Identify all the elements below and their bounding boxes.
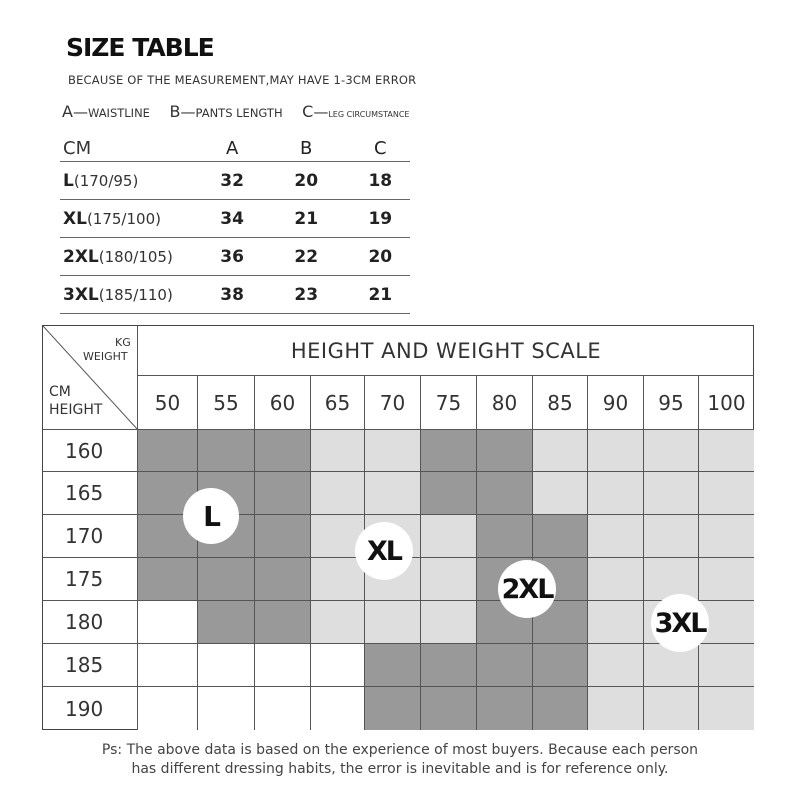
legend-a-label: WAISTLINE xyxy=(87,106,150,120)
size-cell xyxy=(477,515,533,558)
size-cell xyxy=(311,430,365,472)
header-a: A xyxy=(202,136,261,162)
size-cell xyxy=(533,430,588,472)
size-cell xyxy=(365,430,421,472)
size-cell xyxy=(311,472,365,515)
size-cell xyxy=(421,515,477,558)
size-table-header xyxy=(60,136,410,162)
size-cell xyxy=(311,558,365,601)
size-label: 3XL xyxy=(63,284,99,305)
weight-header-85: 85 xyxy=(533,376,588,430)
weight-header-80: 80 xyxy=(477,376,533,430)
size-cell xyxy=(644,472,699,515)
weight-header-100: 100 xyxy=(699,376,754,430)
size-cell xyxy=(255,430,311,472)
size-cell xyxy=(255,472,311,515)
size-measure: (185/110) xyxy=(98,285,173,304)
size-cell xyxy=(644,430,699,472)
measurement-legend: A—WAISTLINE B—PANTS LENGTH C—LEG CIRCUMSTANCE xyxy=(62,102,410,121)
size-row-xl xyxy=(60,200,410,238)
size-cell xyxy=(533,472,588,515)
legend-a-key: A xyxy=(62,102,73,121)
size-cell xyxy=(255,601,311,644)
size-cell xyxy=(588,644,644,687)
size-cell xyxy=(588,472,644,515)
page-title: SIZE TABLE xyxy=(66,33,214,62)
size-cell xyxy=(588,515,644,558)
legend-b-key: B xyxy=(169,102,181,121)
value-a: 34 xyxy=(202,200,261,238)
scale-title: HEIGHT AND WEIGHT SCALE xyxy=(138,326,754,376)
size-cell xyxy=(138,558,198,601)
size-row-3xl xyxy=(60,276,410,314)
weight-header-70: 70 xyxy=(365,376,421,430)
size-cell xyxy=(311,644,365,687)
weight-header-60: 60 xyxy=(255,376,311,430)
size-cell xyxy=(198,601,255,644)
corner-bottom-unit: CM xyxy=(49,384,71,400)
value-c: 21 xyxy=(351,276,410,314)
size-cell xyxy=(477,687,533,730)
height-label-180: 180 xyxy=(43,601,138,644)
weight-header-75: 75 xyxy=(421,376,477,430)
value-b: 21 xyxy=(262,200,351,238)
size-label: 2XL xyxy=(63,246,99,267)
size-cell xyxy=(198,430,255,472)
corner-top-unit: KG xyxy=(115,336,131,349)
size-cell xyxy=(477,430,533,472)
footnote-line-2: has different dressing habits, the error is inevitable and is for reference only. xyxy=(131,761,669,777)
weight-header-65: 65 xyxy=(311,376,365,430)
size-cell xyxy=(421,472,477,515)
height-label-185: 185 xyxy=(43,644,138,687)
size-label: L xyxy=(63,170,74,191)
size-cell xyxy=(588,687,644,730)
size-cell xyxy=(138,644,198,687)
value-a: 32 xyxy=(202,162,261,200)
corner-bottom-label: HEIGHT xyxy=(49,402,103,418)
height-label-170: 170 xyxy=(43,515,138,558)
size-cell xyxy=(699,515,754,558)
footnote-line-1: Ps: The above data is based on the experience of most buyers. Because each person xyxy=(101,742,699,758)
size-badge-xl: XL xyxy=(355,522,413,580)
header-b: B xyxy=(262,136,351,162)
size-cell xyxy=(588,558,644,601)
size-table xyxy=(60,136,410,314)
value-c: 18 xyxy=(351,162,410,200)
value-c: 20 xyxy=(351,238,410,276)
size-cell xyxy=(533,687,588,730)
size-row-l xyxy=(60,162,410,200)
size-cell xyxy=(255,558,311,601)
value-a: 36 xyxy=(202,238,261,276)
height-weight-scale xyxy=(42,325,754,730)
size-cell xyxy=(311,687,365,730)
size-cell xyxy=(477,644,533,687)
size-cell xyxy=(138,430,198,472)
weight-header-50: 50 xyxy=(138,376,198,430)
value-b: 20 xyxy=(262,162,351,200)
size-label: XL xyxy=(63,208,87,229)
size-cell xyxy=(699,558,754,601)
size-measure: (180/105) xyxy=(98,247,173,266)
size-badge-2xl: 2XL xyxy=(498,560,556,618)
size-measure: (175/100) xyxy=(86,209,161,228)
size-cell xyxy=(421,644,477,687)
header-cm: CM xyxy=(60,136,202,162)
weight-header-90: 90 xyxy=(588,376,644,430)
size-badge-3xl: 3XL xyxy=(651,594,709,652)
size-cell xyxy=(421,558,477,601)
size-cell xyxy=(421,601,477,644)
value-c: 19 xyxy=(351,200,410,238)
size-cell xyxy=(477,472,533,515)
legend-b-label: PANTS LENGTH xyxy=(195,106,283,120)
size-cell xyxy=(198,687,255,730)
size-row-2xl xyxy=(60,238,410,276)
size-cell xyxy=(311,601,365,644)
header-c: C xyxy=(351,136,410,162)
size-cell xyxy=(255,515,311,558)
height-label-165: 165 xyxy=(43,472,138,515)
size-cell xyxy=(588,601,644,644)
size-cell xyxy=(198,644,255,687)
value-b: 22 xyxy=(262,238,351,276)
size-cell xyxy=(699,472,754,515)
value-b: 23 xyxy=(262,276,351,314)
legend-c-label: LEG CIRCUMSTANCE xyxy=(328,110,410,119)
size-cell xyxy=(255,687,311,730)
size-cell xyxy=(533,644,588,687)
size-cell xyxy=(365,644,421,687)
size-cell xyxy=(198,558,255,601)
weight-header-55: 55 xyxy=(198,376,255,430)
size-cell xyxy=(699,644,754,687)
size-cell xyxy=(699,430,754,472)
size-cell xyxy=(421,687,477,730)
size-cell xyxy=(365,601,421,644)
size-measure: (170/95) xyxy=(73,171,139,190)
height-label-175: 175 xyxy=(43,558,138,601)
size-cell xyxy=(644,515,699,558)
corner-top-label: WEIGHT xyxy=(83,350,128,363)
size-cell xyxy=(644,687,699,730)
height-label-160: 160 xyxy=(43,430,138,472)
height-label-190: 190 xyxy=(43,687,138,730)
size-badge-l: L xyxy=(183,488,239,544)
size-cell xyxy=(365,687,421,730)
size-cell xyxy=(138,687,198,730)
size-cell xyxy=(699,687,754,730)
size-cell xyxy=(533,515,588,558)
legend-c-key: C xyxy=(302,102,314,121)
size-cell xyxy=(421,430,477,472)
value-a: 38 xyxy=(202,276,261,314)
size-cell xyxy=(365,472,421,515)
measurement-note: BECAUSE OF THE MEASUREMENT,MAY HAVE 1-3CM ERROR xyxy=(68,73,417,87)
weight-header-95: 95 xyxy=(644,376,699,430)
size-cell xyxy=(255,644,311,687)
size-cell xyxy=(138,601,198,644)
size-cell xyxy=(588,430,644,472)
